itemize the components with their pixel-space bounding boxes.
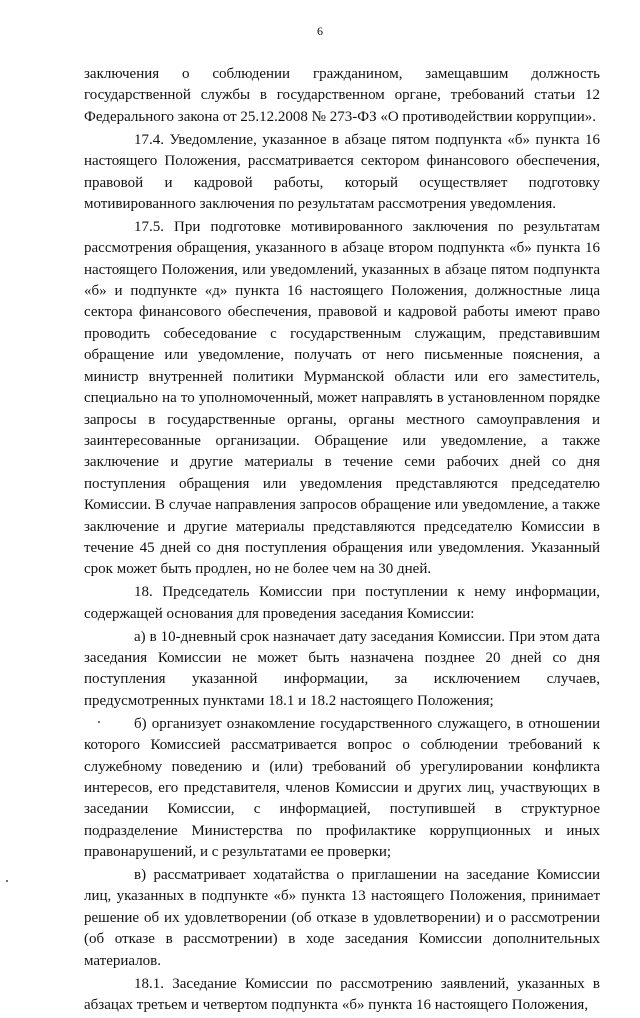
scan-speck <box>98 721 100 723</box>
paragraph-18: 18. Председатель Комиссии при поступлении к нему информации, содержащей основания для проведения заседания Комиссии: <box>84 584 600 622</box>
page-number: 6 <box>317 24 323 38</box>
paragraph-18-v: в) рассматривает ходатайства о приглашении на заседание Комиссии лиц, указанных в подпункте «б» пункта 13 настоящего Положения, принимает решение об их удовлетворении (об отказе в удовлетворении) и о рассмотрении (об отказе в рассмотрении) в ходе заседания Комиссии дополнительных материалов. <box>84 867 600 969</box>
paragraph-17-5: 17.5. При подготовке мотивированного заключения по результатам рассмотрения обращения, указанного в абзаце втором подпункта «б» пункта 16 настоящего Положения, или уведомлений, указанных в абзаце пятом подпункта «б» и подпункте «д» пункта 16 настоящего Положения, должностные лица сектора финансового обеспечения, правовой и кадровой работы имеют право проводить собеседование с государственным служащим, представившим обращение или уведомление, получать от него письменные пояснения, а министр внутренней политики Мурманской области или его заместитель, специально на то уполномоченный, может направлять в установленном порядке запросы в государственные органы, органы местного самоуправления и заинтересованные организации. Обращение или уведомление, а также заключение и другие материалы в течение семи рабочих дней со дня поступления обращения или уведомления представляются председателю Комиссии. В случае направления запросов обращение или уведомление, а также заключение и другие материалы представляются председателю Комиссии в течение 45 дней со дня поступления обращения или уведомления. Указанный срок может быть продлен, но не более чем на 30 дней. <box>84 218 600 578</box>
document-body <box>84 64 600 1018</box>
paragraph-17-3-continuation: заключения о соблюдении гражданином, замещавшим должность государственной службы в государственном органе, требований статьи 12 Федерального закона от 25.12.2008 № 273-ФЗ «О противодействии коррупции». <box>84 66 600 125</box>
paragraph-18-a: а) в 10-дневный срок назначает дату заседания Комиссии. При этом дата заседания Комиссии не может быть назначена позднее 20 дней со дня поступления указанной информации, за исключением случаев, предусмотренных пунктами 18.1 и 18.2 настоящего Положения; <box>84 628 600 709</box>
paragraph-18-b: б) организует ознакомление государственного служащего, в отношении которого Комиссией рассматривается вопрос о соблюдении требований к служебному поведению и (или) требований об урегулировании конфликта интересов, его представителя, членов Комиссии и других лиц, участвующих в заседании Комиссии, с информацией, поступившей в структурное подразделение Министерства по профилактике коррупционных и иных правонарушений, и с результатами ее проверки; <box>84 715 600 861</box>
paragraph-17-4: 17.4. Уведомление, указанное в абзаце пятом подпункта «б» пункта 16 настоящего Положения, рассматривается сектором финансового обеспечения, правовой и кадровой работы, который осуществляет подготовку мотивированного заключения по результатам рассмотрения уведомления. <box>84 131 600 212</box>
paragraph-18-1: 18.1. Заседание Комиссии по рассмотрению заявлений, указанных в абзацах третьем и четвертом подпункта «б» пункта 16 настоящего Положения, <box>84 975 600 1013</box>
scan-speck <box>6 880 8 882</box>
